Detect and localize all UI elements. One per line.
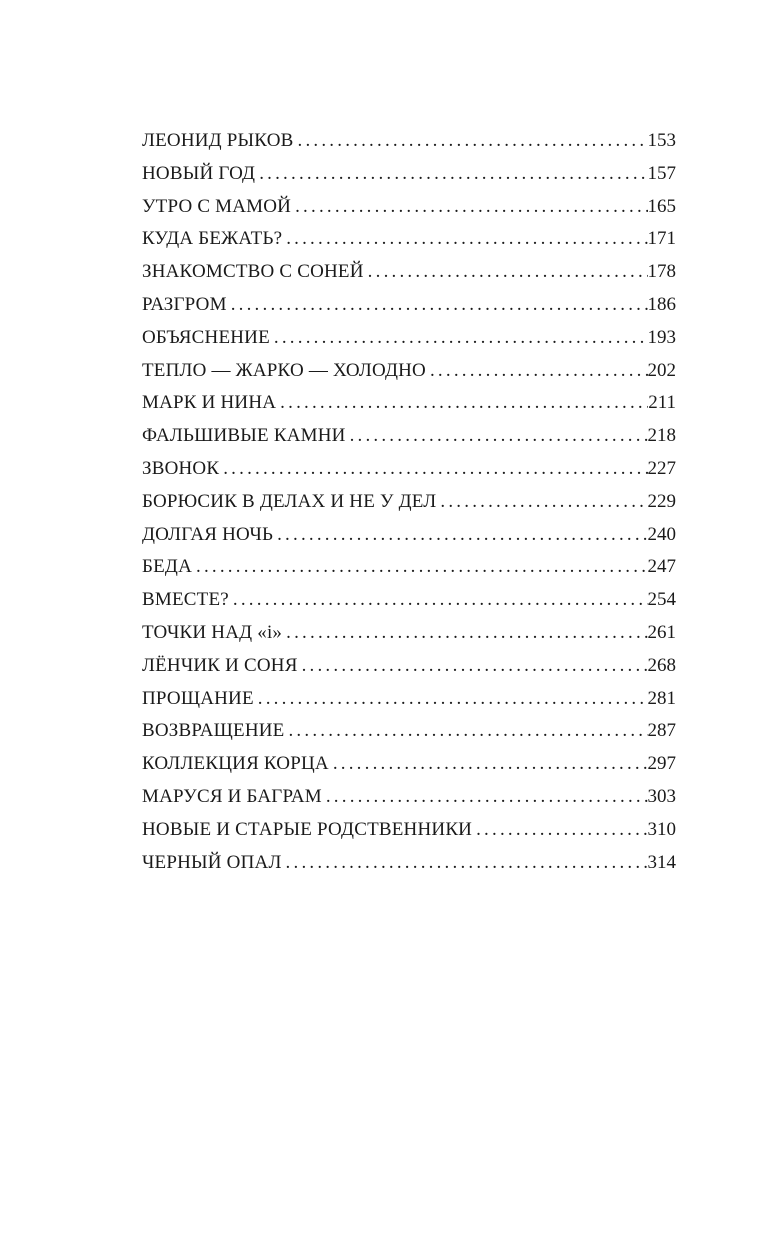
toc-entry-title: ВМЕСТЕ? xyxy=(142,589,229,611)
toc-dot-leader xyxy=(440,486,647,519)
toc-entry-title: ФАЛЬШИВЫЕ КАМНИ xyxy=(142,425,346,447)
toc-dot-leader xyxy=(286,847,648,880)
toc-entry xyxy=(142,355,676,388)
toc-entry-title: РАЗГРОМ xyxy=(142,293,227,315)
toc-entry-title: НОВЫЙ ГОД xyxy=(142,162,256,184)
toc-entry xyxy=(142,387,676,420)
toc-entry xyxy=(142,715,676,748)
toc-dot-leader xyxy=(333,748,648,781)
toc-dot-leader xyxy=(231,289,648,322)
toc-dot-leader xyxy=(233,584,648,617)
toc-entry-page: 171 xyxy=(647,228,676,250)
toc-entry-page: 297 xyxy=(647,753,676,775)
toc-entry-title: КОЛЛЕКЦИЯ КОРЦА xyxy=(142,753,329,775)
toc-dot-leader xyxy=(368,256,648,289)
toc-dot-leader xyxy=(223,453,647,486)
toc-entry-page: 229 xyxy=(647,490,676,512)
toc-entry xyxy=(142,223,676,256)
toc-dot-leader xyxy=(258,683,648,716)
toc-entry-title: ЛЕОНИД РЫКОВ xyxy=(142,130,294,151)
toc-entry-title: ТОЧКИ НАД «i» xyxy=(142,621,283,643)
toc-dot-leader xyxy=(295,191,647,224)
toc-entry-title: МАРУСЯ И БАГРАМ xyxy=(142,785,322,807)
toc-dot-leader xyxy=(280,387,648,420)
toc-entry-page: 178 xyxy=(647,261,676,283)
toc-entry xyxy=(142,551,676,584)
toc-entry-title: ОБЪЯСНЕНИЕ xyxy=(142,326,270,348)
toc-entry xyxy=(142,519,676,552)
toc-dot-leader xyxy=(302,650,648,683)
toc-entry-title: ЧЕРНЫЙ ОПАЛ xyxy=(142,851,282,873)
toc-entry xyxy=(142,158,676,191)
toc-dot-leader xyxy=(430,355,648,388)
toc-entry-title: УТРО С МАМОЙ xyxy=(142,195,292,217)
toc-entry xyxy=(142,256,676,289)
toc-entry-title: БЕДА xyxy=(142,556,192,578)
toc-entry-title: КУДА БЕЖАТЬ? xyxy=(142,228,283,250)
toc-entry-title: ЗВОНОК xyxy=(142,457,220,479)
toc-entry-title: ПРОЩАНИЕ xyxy=(142,687,254,709)
toc-entry-page: 193 xyxy=(647,326,676,348)
toc-entry xyxy=(142,125,676,158)
toc-entry xyxy=(142,191,676,224)
toc-entry xyxy=(142,453,676,486)
toc-entry-title: ЗНАКОМСТВО С СОНЕЙ xyxy=(142,261,364,283)
toc-entry-title: БОРЮСИК В ДЕЛАХ И НЕ У ДЕЛ xyxy=(142,490,437,512)
toc-entry xyxy=(142,617,676,650)
toc-entry-title: ТЕПЛО — ЖАРКО — ХОЛОДНО xyxy=(142,359,426,381)
toc-entry-page: 218 xyxy=(647,425,676,447)
toc-dot-leader xyxy=(476,814,647,847)
toc-dot-leader xyxy=(326,781,648,814)
toc-entry xyxy=(142,650,676,683)
toc-dot-leader xyxy=(298,125,648,158)
toc-entry-page: 281 xyxy=(647,687,676,709)
toc-entry xyxy=(142,420,676,453)
toc-entry xyxy=(142,322,676,355)
toc-entry-page: 211 xyxy=(648,392,676,414)
toc-dot-leader xyxy=(274,322,648,355)
toc-entry xyxy=(142,584,676,617)
toc-entry-title: НОВЫЕ И СТАРЫЕ РОДСТВЕННИКИ xyxy=(142,818,473,840)
toc-entry-page: 261 xyxy=(647,621,676,643)
toc-entry-page: 303 xyxy=(647,785,676,807)
toc-entry-title: МАРК И НИНА xyxy=(142,392,277,414)
toc-entry xyxy=(142,683,676,716)
toc-entry-page: 247 xyxy=(647,556,676,578)
toc-entry-page: 287 xyxy=(647,720,676,742)
toc-dot-leader xyxy=(196,551,648,584)
toc-entry-page: 186 xyxy=(647,293,676,315)
toc-entry-page: 165 xyxy=(647,195,676,217)
toc-entry-page: 314 xyxy=(647,851,676,873)
toc-entry-page: 254 xyxy=(647,589,676,611)
toc-entry-page: 310 xyxy=(647,818,676,840)
toc-dot-leader xyxy=(277,519,647,552)
toc-entry xyxy=(142,781,676,814)
toc-entry-page: 240 xyxy=(647,523,676,545)
toc-entry-page: 202 xyxy=(647,359,676,381)
toc-entry-title: ДОЛГАЯ НОЧЬ xyxy=(142,523,274,545)
toc-entry xyxy=(142,748,676,781)
toc-entry-page: 268 xyxy=(647,654,676,676)
toc-entry-page: 157 xyxy=(647,162,676,184)
toc-dot-leader xyxy=(350,420,648,453)
toc-entry-page: 227 xyxy=(647,457,676,479)
toc-entry xyxy=(142,814,676,847)
toc-entry xyxy=(142,486,676,519)
toc-dot-leader xyxy=(259,158,647,191)
toc-entry xyxy=(142,847,676,880)
toc-dot-leader xyxy=(286,223,647,256)
toc-entry-page: 153 xyxy=(647,130,676,151)
toc-entry-title: ЛЁНЧИК И СОНЯ xyxy=(142,654,298,676)
toc-entry xyxy=(142,289,676,322)
toc-entry-title: ВОЗВРАЩЕНИЕ xyxy=(142,720,285,742)
table-of-contents xyxy=(142,125,676,879)
toc-dot-leader xyxy=(286,617,647,650)
toc-dot-leader xyxy=(288,715,647,748)
